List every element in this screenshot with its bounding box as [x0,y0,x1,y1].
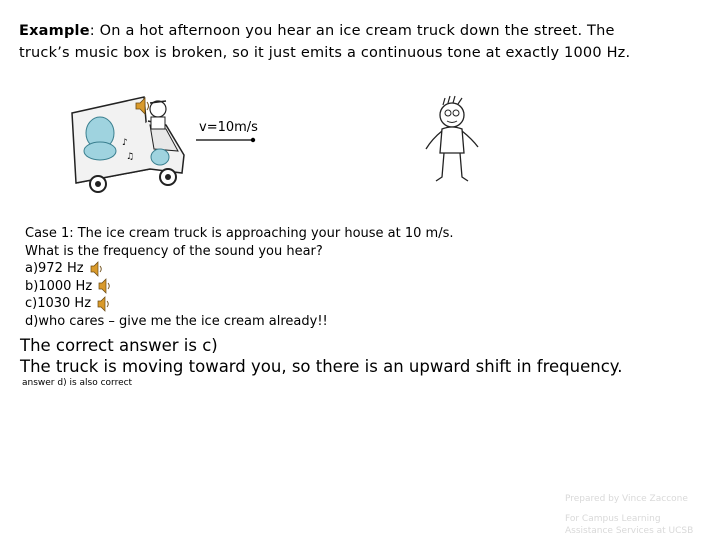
credit-line-2: For Campus Learning [565,514,661,524]
svg-text:♫: ♫ [126,152,135,162]
answer-note: answer d) is also correct [22,378,133,388]
speaker-icon[interactable] [97,296,111,312]
option-a [25,260,454,278]
option-b-text: b)1000 Hz [25,278,93,294]
velocity-label: v=10m/s [199,120,258,135]
answer-explanation: The truck is moving toward you, so there is an upward shift in frequency. [20,357,623,376]
cartoon-person-illustration [424,95,484,185]
intro-line-2: truck’s music box is broken, so it just emits a continuous tone at exactly 1000 Hz. [19,45,631,61]
option-c [25,295,454,313]
credit-line-1: Prepared by Vince Zaccone [565,494,688,504]
answer-title: The correct answer is c) [20,336,218,355]
velocity-arrow [196,136,258,144]
speaker-icon[interactable] [98,278,112,294]
svg-text:♪: ♪ [122,138,128,148]
ice-cream-truck-illustration [62,85,192,193]
option-d: d)who cares – give me the ice cream already!! [25,313,328,329]
example-label: Example [19,23,90,39]
option-c-text: c)1030 Hz [25,296,92,311]
option-a-text: a)972 Hz [25,261,84,276]
credit-line-3: Assistance Services at UCSB [565,526,694,536]
case-line: Case 1: The ice cream truck is approaching your house at 10 m/s. [25,226,454,241]
question-block [25,225,454,330]
intro-line-1 [19,20,709,42]
speaker-icon[interactable] [90,261,104,277]
question-prompt: What is the frequency of the sound you hear? [25,243,323,259]
option-b [25,278,454,296]
intro-text [19,20,709,64]
speaker-icon[interactable] [135,96,151,116]
intro-line-1-text: : On a hot afternoon you hear an ice cream truck down the street. The [89,23,615,39]
